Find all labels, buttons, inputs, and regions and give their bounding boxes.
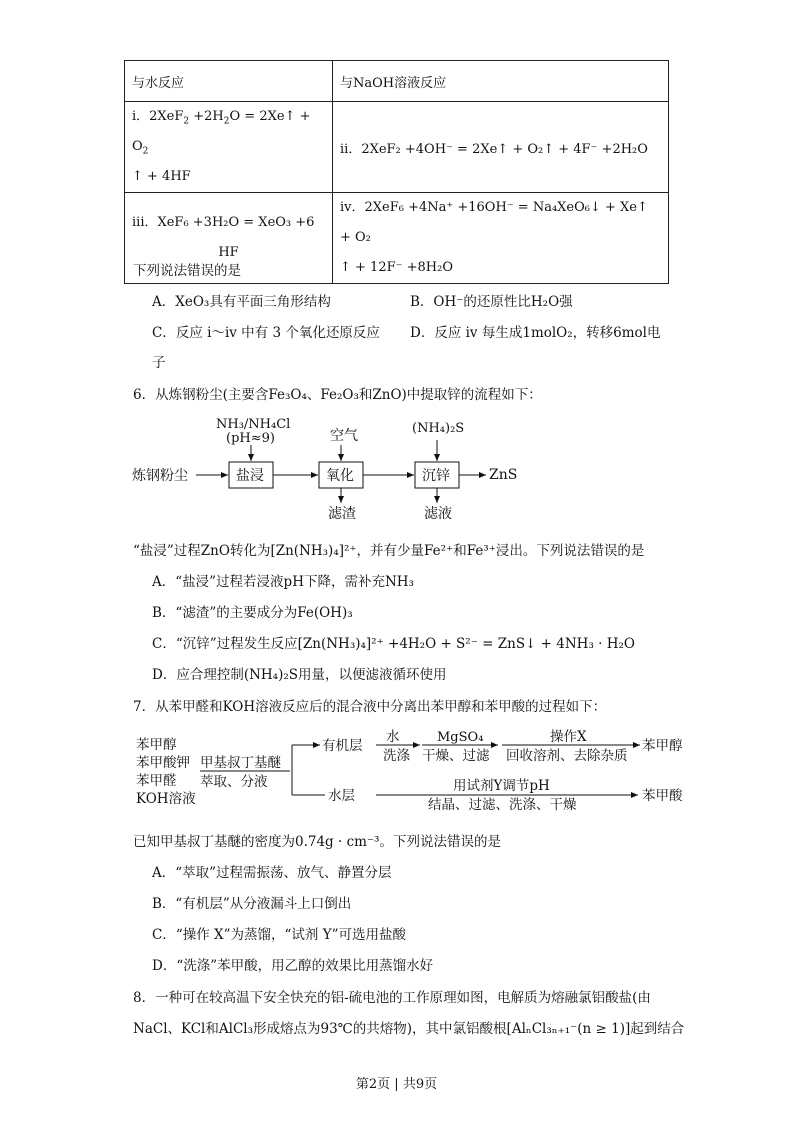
mix-item-4: KOH溶液 (136, 791, 196, 807)
q5-option-c: C．反应 i～iv 中有 3 个氧化还原反应 (152, 325, 380, 341)
crystallize-label: 结晶、过滤、洗涤、干燥 (428, 797, 577, 813)
q5-stem: 下列说法错误的是 (133, 263, 241, 279)
table-cell-iv: iv．2XeF₆ +4Na⁺ +16OH⁻ = Na₄XeO₆↓ + Xe↑ + O₂ ↑ + 12F⁻ +8H₂O (333, 193, 669, 284)
organic-layer-label: 有机层 (322, 738, 363, 754)
aqueous-layer-label: 水层 (328, 788, 355, 804)
q7-option-c: C．“操作 X”为蒸馏，“试剂 Y”可选用盐酸 (152, 927, 407, 943)
operation-x-label: 操作X (550, 729, 587, 745)
flow-start-label: 炼钢粉尘 (132, 468, 188, 484)
reaction-table (124, 60, 669, 284)
reagent-y-label: 用试剂Y调节pH (453, 778, 550, 794)
q8-line1: 8．一种可在较高温下安全快充的铝-硫电池的工作原理如图，电解质为熔融氯铝酸盐(由 (133, 990, 651, 1006)
q8-line2: NaCl、KCl和AlCl₃形成熔点为93℃的共熔物)，其中氯铝酸根[AlₙCl₃ₙ₊₁⁻(n ≥ 1)]起到结合 (133, 1021, 685, 1037)
dry-filter-label: 干燥、过滤 (422, 748, 490, 764)
flow-out-residue: 滤渣 (328, 506, 356, 522)
mix-item-3: 苯甲醛 (136, 773, 177, 789)
q7-stem: 7．从苯甲醛和KOH溶液反应后的混合液中分离出苯甲醇和苯甲酸的过程如下： (133, 699, 607, 715)
q5-option-d-cont: 子 (152, 355, 166, 371)
flow-reagent2-label: 空气 (330, 428, 358, 444)
table-cell-ii: ii．2XeF₂ +4OH⁻ = 2Xe↑ + O₂↑ + 4F⁻ +2H₂O (333, 102, 669, 193)
q6-flow-diagram (128, 410, 528, 528)
mix-item-1: 苯甲醇 (136, 737, 177, 753)
product2-label: 苯甲酸 (642, 788, 683, 804)
flow-box-zinc-label: 沉锌 (422, 468, 450, 484)
q7-option-b: B．“有机层”从分液漏斗上口倒出 (152, 896, 352, 912)
recover-label: 回收溶剂、去除杂质 (506, 748, 628, 764)
q7-option-a: A．“萃取”过程需振荡、放气、静置分层 (152, 865, 392, 881)
q6-option-b: B．“滤渣”的主要成分为Fe(OH)₃ (152, 605, 353, 621)
water-wash-top: 水 (386, 729, 400, 745)
q6-option-d: D．应合理控制(NH₄)₂S用量，以便滤液循环使用 (152, 667, 447, 683)
table-header-naoh: 与NaOH溶液反应 (333, 61, 669, 102)
q5-option-d: D．反应 iv 每生成1molO₂，转移6mol电 (410, 325, 661, 341)
mix-item-2: 苯甲酸钾 (136, 755, 190, 771)
product1-label: 苯甲醇 (642, 738, 683, 754)
q7-flow-diagram (130, 723, 700, 813)
flow-end-label: ZnS (489, 467, 518, 483)
q7-info: 已知甲基叔丁基醚的密度为0.74g · cm⁻³。下列说法错误的是 (133, 834, 501, 850)
flow-reagent3-label: (NH₄)₂S (412, 421, 465, 436)
table-cell-i: i．$2XeF_2 +2H_2O$ = 2Xe↑ + $O_2$ ↑ + 4HF (125, 102, 333, 193)
q6-option-c: C．“沉锌”过程发生反应[Zn(NH₃)₄]²⁺ +4H₂O + S²⁻ = ZnS↓ + 4NH₃ · H₂O (152, 636, 635, 652)
q6-option-a: A．“盐浸”过程若浸液pH下降，需补充NH₃ (152, 574, 414, 590)
q6-info: “盐浸”过程ZnO转化为[Zn(NH₃)₄]²⁺，并有少量Fe²⁺和Fe³⁺浸出。下列说法错误的是 (133, 543, 645, 559)
flow-reagent1-line1: NH₃/NH₄Cl (216, 417, 291, 432)
q6-stem: 6．从炼钢粉尘(主要含Fe₃O₄、Fe₂O₃和ZnO)中提取锌的流程如下： (133, 387, 542, 403)
solvent-label: 甲基叔丁基醚 (200, 755, 281, 771)
flow-reagent1-line2: (pH≈9) (226, 431, 275, 446)
step1-label: 萃取、分液 (200, 774, 268, 790)
water-wash-bottom: 洗涤 (383, 748, 410, 764)
q5-option-b: B．OH⁻的还原性比H₂O强 (410, 294, 573, 310)
mgso4-label: MgSO₄ (437, 730, 484, 745)
table-cell-iii: iii．XeF₆ +3H₂O = XeO₃ +6 HF (125, 193, 333, 284)
q7-option-d: D．“洗涤”苯甲酸，用乙醇的效果比用蒸馏水好 (152, 958, 434, 974)
q5-option-a: A．XeO₃具有平面三角形结构 (152, 294, 331, 310)
table-header-water: 与水反应 (125, 61, 333, 102)
flow-out-filtrate: 滤液 (424, 506, 452, 522)
flow-box-oxidize-label: 氧化 (326, 468, 354, 484)
page-footer: 第2页 | 共9页 (355, 1077, 438, 1092)
flow-box-leach-label: 盐浸 (236, 468, 264, 484)
